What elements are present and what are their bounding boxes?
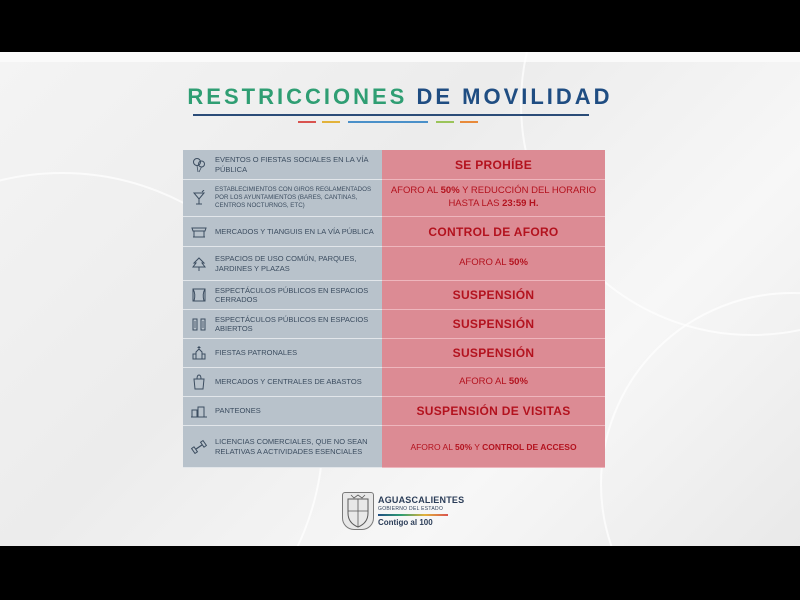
government-logo [342,492,465,532]
row-status: AFORO AL 50% [459,257,528,269]
row-status: SUSPENSIÓN [452,346,535,360]
table-row [183,247,605,281]
row-label: FIESTAS PATRONALES [215,348,298,358]
row-label: PANTEONES [215,406,261,416]
row-status: SUSPENSIÓN [452,317,535,331]
row-status: CONTROL DE AFORO [428,224,559,239]
balloons-icon [183,157,215,173]
table-row [183,397,605,426]
logo-color-bar [378,514,448,516]
row-status: SE PROHÍBE [454,157,532,172]
title-underline [193,114,589,116]
row-label: EVENTOS O FIESTAS SOCIALES EN LA VÍA PÚBLICA [215,155,369,174]
row-status: SUSPENSIÓN DE VISITAS [416,404,571,418]
shopping-bag-icon [183,374,215,390]
row-status: AFORO AL 50% Y CONTROL DE ACCESO [410,441,577,452]
title-word-1: RESTRICCIONES [187,84,408,109]
row-status: SUSPENSIÓN [452,288,535,302]
slide [0,52,800,546]
coat-of-arms-icon [342,492,374,530]
color-dashes [298,121,498,124]
background-swirl [600,292,800,546]
table-row [183,339,605,368]
logo-subtitle: GOBIERNO DEL ESTADO [378,506,444,512]
row-status: AFORO AL 50% [459,375,528,387]
table-row [183,368,605,397]
tombstone-icon [183,403,215,419]
table-row [183,217,605,247]
church-icon [183,345,215,361]
row-label: ESPACIOS DE USO COMÚN, PARQUES, JARDINES Y PLAZAS [215,254,357,273]
logo-slogan: Contigo al 100 [378,518,433,527]
row-label: MERCADOS Y TIANGUIS EN LA VÍA PÚBLICA [215,226,374,236]
dumbbell-icon [183,439,215,455]
park-icon [183,256,215,272]
page-title [0,84,800,110]
open-stage-icon [183,316,215,332]
restrictions-table [183,150,605,516]
row-label: ESPECTÁCULOS PÚBLICOS EN ESPACIOS ABIERTOS [215,314,369,333]
table-row [183,310,605,339]
row-label: MERCADOS Y CENTRALES DE ABASTOS [215,377,362,387]
row-label: ESTABLECIMIENTOS CON GIROS REGLAMENTADOS POR LOS AYUNTAMIENTOS (BARES, CANTINAS, CENTROS NOCTURNOS, ETC) [215,186,372,209]
table-row [183,180,605,217]
table-row [183,426,605,468]
logo-state-name: AGUASCALIENTES [378,495,465,505]
table-row [183,281,605,310]
title-word-2: DE MOVILIDAD [416,84,613,109]
row-label: LICENCIAS COMERCIALES, QUE NO SEAN RELATIVAS A ACTIVIDADES ESENCIALES [215,437,368,456]
market-stall-icon [183,224,215,240]
cocktail-icon [183,190,215,206]
table-row [183,150,605,180]
row-label: ESPECTÁCULOS PÚBLICOS EN ESPACIOS CERRADOS [215,285,369,304]
row-status: AFORO AL 50% Y REDUCCIÓN DEL HORARIO HASTA LAS 23:59 H. [390,185,597,209]
theater-icon [183,287,215,303]
